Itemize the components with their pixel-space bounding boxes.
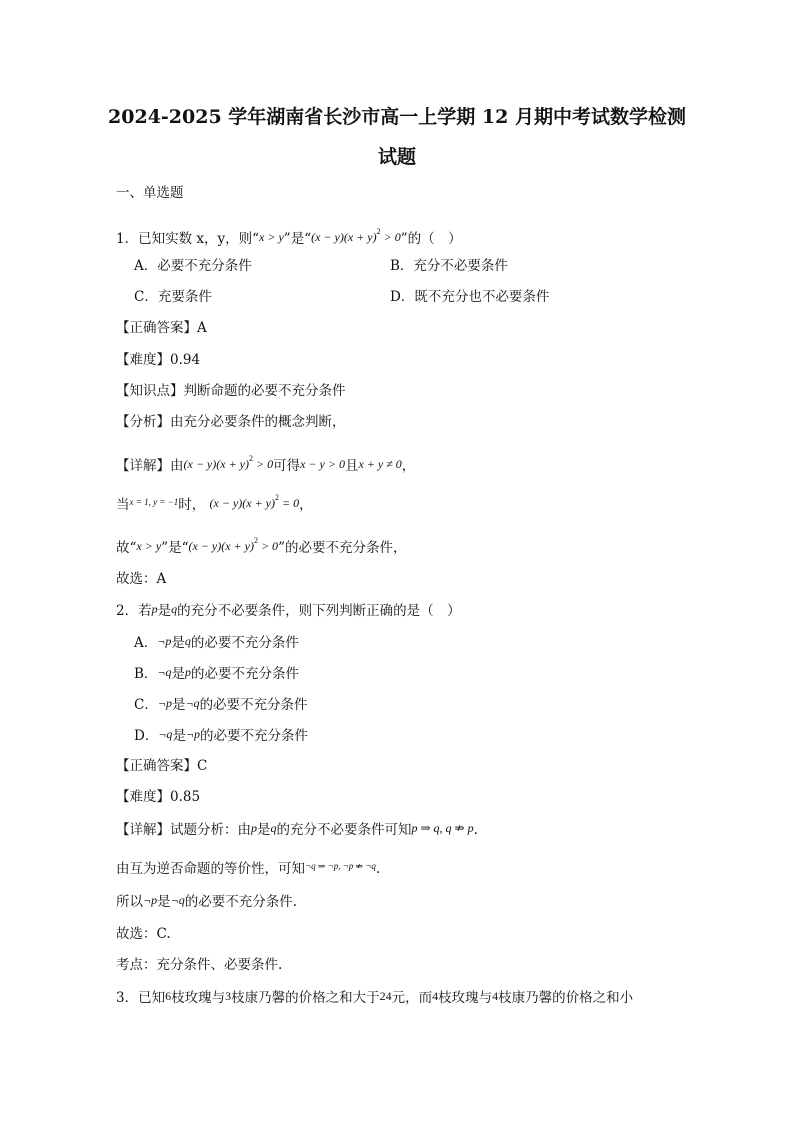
q1-option-c: C．充要条件 [134, 289, 212, 305]
q1-answer: 【正确答案】A [116, 320, 207, 336]
q1-case-end: ， [299, 497, 313, 513]
q1-case [116, 494, 313, 513]
q2-detail-mid: 的充分不必要条件可知 [276, 822, 412, 838]
q2-option-c-label: C． [134, 697, 158, 713]
q2-difficulty: 【难度】0.85 [116, 789, 201, 805]
q3-text-c: 枝康乃馨的价格之和大于 [231, 990, 380, 1006]
q2-so-right: ¬q [170, 893, 185, 907]
q3-number-24: 24 [379, 989, 392, 1003]
q2-detail-math: p ⇒ q, q ⇏ p [411, 821, 474, 835]
q2-stem [116, 603, 461, 619]
q2-option-d-right: ¬p [185, 727, 201, 741]
q2-stem-text-c: 的充分不必要条件，则下列判断正确的是（ ） [177, 603, 461, 619]
q1-case-math2-exp: 2 [275, 493, 279, 502]
q2-equivalence [116, 862, 380, 877]
q2-option-b-right: p [185, 665, 192, 679]
q2-p: p [151, 602, 158, 616]
q2-option-a-mid: 是 [171, 635, 185, 651]
q2-option-b-label: B． [134, 666, 158, 682]
q1-stem-text-b: 是 [290, 231, 305, 247]
q2-option-a-tail: 的必要不充分条件 [190, 635, 299, 651]
q2-option-a-left: ¬p [157, 634, 172, 648]
q1-detail-math1 [183, 454, 274, 471]
q1-stem-text-a: 已知实数 x，y，则 [138, 231, 253, 247]
q1-conclusion: 故“x > y”是“$(x - y)(x + y)^2 > 0$”的必要不充分条件， [116, 536, 407, 556]
q2-option-d-label: D． [134, 728, 159, 744]
q2-so-end: 的必要不充分条件. [184, 894, 298, 910]
q1-math-product-exp: 2 [376, 227, 381, 236]
q1-math-product [311, 227, 401, 244]
q1-stem-text-c: 的（ ） [407, 231, 462, 247]
q2-option-d-left: ¬q [158, 727, 173, 741]
q1-conclusion-math2 [188, 536, 279, 553]
q3-text-d: 元，而 [391, 990, 433, 1006]
q2-so [116, 894, 297, 910]
q2-stem-text-a: 若 [138, 603, 152, 619]
q2-detail-end: . [473, 822, 478, 838]
q2-so-mid: 是 [157, 894, 171, 910]
q2-option-b-mid: 是 [171, 666, 186, 682]
q1-detail-math1-tail: > 0 [252, 457, 274, 471]
q2-number: 2． [116, 603, 139, 619]
q2-option-a-right: q [184, 634, 191, 648]
q1-case-mid: 时， [178, 497, 206, 513]
q1-option-b: B．充分不必要条件 [390, 258, 508, 274]
q2-option-b-tail: 的必要不充分条件 [191, 666, 300, 682]
q3-stem [116, 990, 633, 1006]
q1-math-x-gt-y: x > y [259, 230, 284, 244]
q2-option-b [134, 666, 299, 682]
q2-stem-text-b: 是 [157, 603, 172, 619]
q2-key-point: 考点：充分条件、必要条件. [116, 957, 283, 973]
q2-option-a [134, 635, 299, 651]
q1-number: 1． [116, 231, 139, 247]
q3-number-4a: 4 [432, 989, 439, 1003]
q1-conclusion-mid: 是 [168, 540, 182, 556]
q1-math-product-tail: > 0 [380, 230, 401, 244]
q3-text-f: 枝康乃馨的价格之和小 [498, 990, 634, 1006]
q3-number: 3． [116, 990, 139, 1006]
q1-detail-math1-exp: 2 [248, 454, 253, 463]
q1-case-math2 [209, 493, 300, 510]
q2-equivalence-prefix: 由互为逆否命题的等价性，可知 [116, 861, 305, 877]
q3-number-6: 6 [165, 989, 172, 1003]
q2-option-b-left: ¬q [157, 665, 172, 679]
q1-detail-math1-base: (x − y)(x + y) [183, 457, 249, 471]
q1-math-product-base: (x − y)(x + y) [311, 230, 377, 244]
q3-text-a: 已知 [138, 990, 166, 1006]
q1-detail [116, 455, 415, 474]
q2-option-c-tail: 的必要不充分条件 [199, 697, 308, 713]
q2-option-d-mid: 是 [172, 728, 186, 744]
q1-case-math1: x = 1, y = −1 [129, 497, 179, 507]
q3-number-3: 3 [225, 989, 232, 1003]
q2-option-c-mid: 是 [171, 697, 186, 713]
q2-detail-q: q [270, 821, 277, 835]
q1-option-d: D．既不充分也不必要条件 [390, 289, 550, 305]
q2-option-d-tail: 的必要不充分条件 [200, 728, 309, 744]
q1-detail-prefix: 【详解】由 [116, 458, 184, 474]
q1-conclusion-math1: x > y [136, 539, 162, 553]
q2-option-a-label: A． [134, 635, 158, 651]
doc-title-line1: 2024-2025 学年湖南省长沙市高一上学期 12 月期中考试数学检测 [108, 106, 686, 128]
q1-conclusion-math2-exp: 2 [253, 536, 258, 545]
q3-number-4b: 4 [492, 989, 499, 1003]
q2-detail-prefix: 【详解】试题分析：由 [116, 822, 251, 838]
q2-so-left: ¬p [143, 893, 158, 907]
q2-choose: 故选：C. [116, 926, 171, 942]
q1-detail-and: 且 [344, 458, 359, 474]
q1-stem: 1．已知实数 x，y，则“x > y”是“$(x - y)(x + y)^2 > 0$”的（ ） [116, 227, 462, 247]
q1-detail-math2: x − y > 0 [300, 457, 345, 471]
q2-q: q [171, 602, 178, 616]
q1-detail-mid: 可得 [273, 458, 301, 474]
q2-detail-p: p [251, 821, 257, 835]
section-heading: 一、单选题 [116, 185, 184, 201]
q1-conclusion-end: 的必要不充分条件， [284, 540, 407, 556]
q1-knowledge-point: 【知识点】判断命题的必要不充分条件 [116, 383, 346, 399]
q1-analysis: 【分析】由充分必要条件的概念判断， [116, 414, 346, 430]
q2-equivalence-end: . [375, 861, 381, 877]
q2-detail-is: 是 [257, 822, 271, 838]
q2-so-prefix: 所以 [116, 894, 143, 910]
q2-detail [116, 822, 478, 838]
q1-case-math2-tail: = 0 [279, 496, 300, 510]
q1-difficulty: 【难度】0.94 [116, 352, 201, 368]
q1-conclusion-prefix: 故 [116, 540, 130, 556]
q1-detail-end: ， [401, 458, 416, 474]
q1-conclusion-math2-tail: > 0 [257, 539, 279, 553]
q2-option-d [134, 728, 308, 744]
q3-text-e: 枝玫瑰与 [438, 990, 493, 1006]
q1-conclusion-math2-base: (x − y)(x + y) [188, 539, 254, 553]
q1-case-math2-base: (x − y)(x + y) [209, 496, 275, 510]
q2-option-c-left: ¬p [157, 696, 172, 710]
q1-case-prefix: 当 [116, 497, 130, 513]
q2-equivalence-math: ¬q ⇒ ¬p, ¬p ⇏ ¬q [305, 861, 376, 871]
q2-answer: 【正确答案】C [116, 758, 208, 774]
q1-choose: 故选：A [116, 571, 167, 587]
q2-option-c [134, 697, 308, 713]
q2-option-c-right: ¬q [185, 696, 200, 710]
doc-title-line2: 试题 [377, 146, 416, 168]
q1-detail-math3: x + y ≠ 0 [358, 457, 402, 471]
q3-text-b: 枝玫瑰与 [171, 990, 226, 1006]
q1-option-a: A．必要不充分条件 [134, 258, 252, 274]
